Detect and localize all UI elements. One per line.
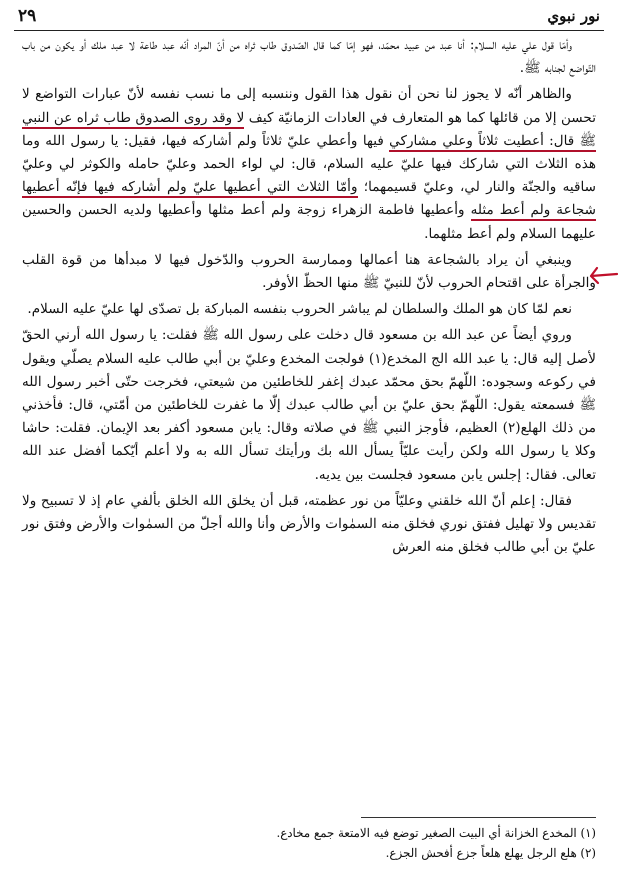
footnote: (٢) هلع الرجل يهلع هلعاً جزع أفحش الجزع.	[385, 846, 596, 860]
text-run: وروي أيضاً عن عبد الله بن مسعود قال دخلت على رسول الله ﷺ فقلت: يا رسول الله أرني الحقّ لأصل إليه قال: يا عبد الله الج المخدع(١) فولجت المخدع وعليّ بن أبي طالب عليه السلام يصلّي ويقول في ركوعه وسجوده: اللّهمّ بحق محمّد عبدك إغفر للخاطئين من شيعتي، فخرجت حتّى أخبر رسول الله ﷺ فسمعته يقول: اللّهمّ بحق عليّ بن أبي طالب عبدك إلّا ما غفرت للخاطئين من أمّتي، قال: فأخذني من ذلك الهلع(٢) العظيم، فأوجز النبي ﷺ في صلاته وقال: يابن مسعود أكفر بعد الإيمان. فقلت: حاشا وكلا يا رسول الله ولكن رأيت عليّاً يسأل الله بك ورأيتك تسأل الله به ولا أعلم أيّكما أفضل عند الله تعالى. فقال: إجلس يابن مسعود فجلست بين يديه.	[22, 327, 596, 483]
underlined-passage: لا وقد روى الصدوق طاب ثراه عن النبي ﷺ قال: أعطيت ثلاثاً وعلي مشاركي	[22, 110, 596, 152]
paragraph	[22, 249, 596, 295]
text-run: نعم لمّا كان هو الملك والسلطان لم يباشر الحروب بنفسه المباركة بل تصدّى لها عليّ عليه السلام.	[27, 301, 572, 318]
footnote-rule	[361, 817, 596, 818]
paragraph	[22, 83, 596, 245]
paragraph	[22, 490, 596, 560]
footnote: (١) المخدع الخزانة أي البيت الصغير توضع فيه الامتعة جمع مخادع.	[276, 826, 596, 840]
text-run: فقال: إعلم أنّ الله خلقني وعليّاً من نور عظمته، قبل أن يخلق الله الخلق بألفي عام إذ لا تسبيح ولا تقديس ولا تهليل ففتق نوري فخلق منه السمٰوات والأرض وأنا والله أجلّ من السمٰوات والأرض وفتق نور عليّ بن أبي طالب فخلق منه العرش	[22, 492, 596, 556]
paragraph	[22, 298, 596, 321]
text-run: وأعطيها فاطمة الزهراء زوجة ولم أعط مثلها وأعطيها ولديه الحسن والحسين عليهما السلام ولم أعط مثلهما.	[22, 202, 596, 242]
page-number: ٢٩	[18, 6, 37, 26]
text-run: فيها وأعطي عليّ ثلاثاً ولم أشاركه فيها، فقيل: يا رسول الله وما هذه الثلاث التي شاركك فيها عليّ عليه السلام، قال: لي لواء الحمد وعليّ حامله والكوثر لي وعليّ ساقيه والجنّة والنار لي، وعليّ قسيمهما؛	[22, 132, 596, 196]
underlined-passage: وأمّا الثلاث التي أعطيها عليّ ولم أشاركه فيها فإنّه أعطيها شجاعة ولم أعط مثله	[22, 179, 596, 221]
text-run: والظاهر أنّه لا يجوز لنا نحن أن نقول هذا القول وننسبه إلى ما نسب نفسه لأنّ عبارات التواضع لا تحسن إلا من قائلها كما هو المتعارف في العادات الزمانيّة كيف	[22, 86, 596, 126]
paragraph	[22, 34, 596, 80]
footnotes	[22, 823, 596, 863]
body-text	[22, 34, 596, 562]
text-run: وينبغي أن يراد بالشجاعة هنا أعمالها وممارسة الحروب والدّخول فيها لا مبدأها من قوة القلب والجرأة على اقتحام الحروب لأنّ للنبيّ ﷺ منها الحظّ الأوفر.	[22, 251, 596, 292]
running-title: نور نبوي	[547, 7, 600, 25]
header-rule	[14, 30, 604, 31]
paragraph	[22, 324, 596, 486]
handwritten-arrow-mark	[583, 262, 618, 286]
page-header	[14, 4, 604, 30]
text-run: وأمّا قول علي عليه السلام: أنا عبد من عبيد محمّد، فهو إمّا كما قال الصّدوق طاب ثراه من أنّ المراد أنّه عبد طاعة لا عبد ملك أو يكون من باب التّواضع لجنابه ﷺ.	[22, 37, 596, 77]
